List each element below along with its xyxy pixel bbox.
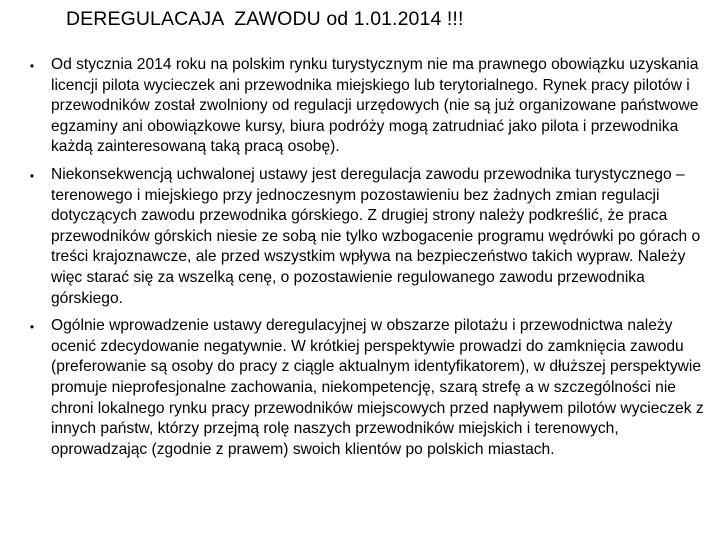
bullet-dot-icon: •: [29, 320, 35, 335]
bullet-text: Ogólnie wprowadzenie ustawy deregulacyjnej w obszarze pilotażu i przewodnictwa należy ocenić zdecydowanie negatywnie. W krótkiej perspektywie prowadzi do zamknięcia zawodu (preferowanie są osoby do pracy z ciągle aktualnym identyfikatorem), w dłuższej perspektywie promuje nieprofesjonalne zachowania, niekompetencję, szarą strefę a w szczególności nie chroni lokalnego rynku pracy przewodników miejscowych przed napływem pilotów wycieczek z innych państw, którzy przejmą rolę naszych przewodników miejskich i terenowych, oprowadzając (zgodnie z prawem) swoich klientów po polskich miastach.: [51, 317, 704, 458]
bullet-item: [0, 316, 720, 460]
bullet-text: Niekonsekwencją uchwalonej ustawy jest deregulacja zawodu przewodnika turystycznego – terenowego i miejskiego przy jednoczesnym pozostawieniu bez żadnych zmian regulacji dotyczących zawodu przewodnika górskiego. Z drugiej strony należy podkreślić, że praca przewodników górskich niesie ze sobą nie tylko wzbogacenie programu wędrówki po górach o treści krajoznawcze, ale przed wszystkim wpływa na bezpieczeństwo takich wypraw. Należy więc starać się za wszelką cenę, o pozostawienie regulowanego zawodu przewodnika górskiego.: [51, 165, 701, 307]
bullet-list: [0, 55, 720, 467]
bullet-dot-icon: •: [29, 59, 35, 73]
bullet-item: [0, 165, 720, 309]
slide-title: DEREGULACAJA ZAWODU od 1.01.2014 !!!: [66, 8, 464, 30]
bullet-dot-icon: •: [29, 168, 35, 183]
bullet-text: Od stycznia 2014 roku na polskim rynku turystycznym nie ma prawnego obowiązku uzyskania licencji pilota wycieczek ani przewodnika miejskiego lub terytorialnego. Rynek pracy pilotów i przewodników został zwolniony od regulacji urzędowych (nie są już organizowane państwowe egzaminy ani obowiązkowe kursy, biura podróży mogą zatrudniać jako pilota i przewodnika każdą zainteresowaną taką pracą osobę).: [51, 56, 699, 156]
bullet-item: [0, 55, 720, 158]
